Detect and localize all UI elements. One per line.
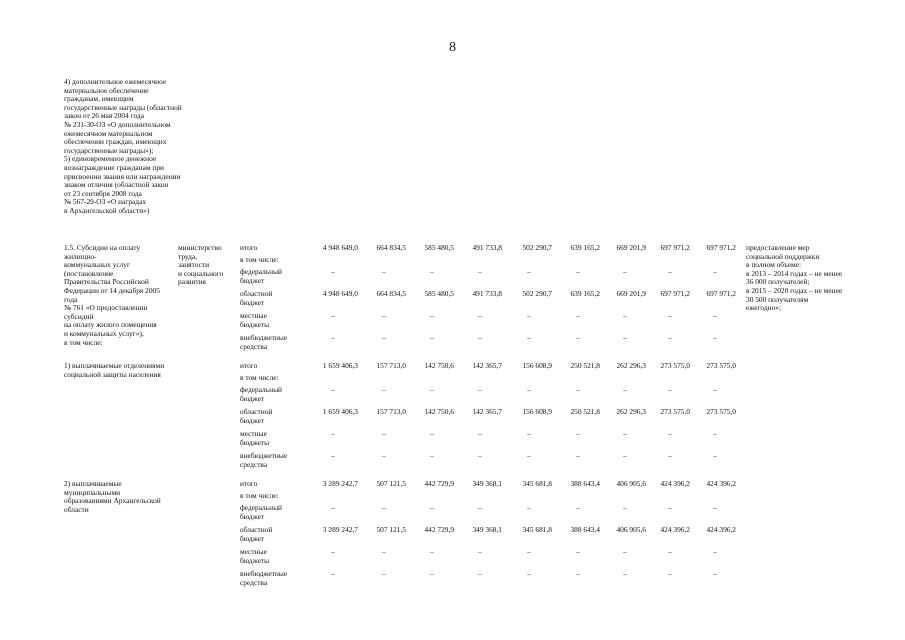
funding-source: итого xyxy=(240,243,258,252)
value-cell: 697 971,2 xyxy=(660,243,690,252)
value-cell: – xyxy=(382,451,386,460)
value-cell: – xyxy=(668,333,672,342)
value-cell: 157 713,0 xyxy=(376,407,406,416)
value-cell: 442 729,9 xyxy=(424,525,454,534)
value-cell: 156 608,9 xyxy=(522,407,552,416)
value-cell: 250 521,8 xyxy=(570,407,600,416)
table-row xyxy=(64,356,864,374)
value-cell: – xyxy=(382,429,386,438)
value-cell: 262 296,3 xyxy=(616,407,646,416)
value-cell: – xyxy=(576,333,580,342)
funding-source: местные бюджеты xyxy=(240,311,270,329)
value-cell: 262 296,3 xyxy=(616,361,646,370)
value-cell: 664 834,5 xyxy=(376,243,406,252)
value-cell: – xyxy=(668,569,672,578)
value-cell: – xyxy=(713,267,717,276)
value-cell: – xyxy=(668,547,672,556)
funding-source: внебюджетные средства xyxy=(240,333,288,351)
program-table xyxy=(64,244,864,592)
value-cell: 406 905,6 xyxy=(616,525,646,534)
value-cell: – xyxy=(527,569,531,578)
table-row xyxy=(64,244,864,256)
value-cell: – xyxy=(623,311,627,320)
value-cell: 1 659 406,3 xyxy=(322,407,358,416)
value-cell: – xyxy=(713,311,717,320)
value-cell: 142 750,6 xyxy=(424,407,454,416)
expected-result xyxy=(738,356,864,474)
value-cell: – xyxy=(478,503,482,512)
measure-name: 1.5. Субсидии на оплату жилищно- коммунальных услуг (постановление Правительства Российской Федерации от 14 декабря 2005 года № 761 «О предоставлении субсидий на оплату жилого помещения и коммунальных услуг»), в том числе: xyxy=(64,243,160,347)
value-cell: – xyxy=(430,547,434,556)
value-cell: 585 480,5 xyxy=(424,243,454,252)
value-cell: – xyxy=(623,429,627,438)
value-cell: – xyxy=(478,451,482,460)
value-cell: 697 971,2 xyxy=(660,289,690,298)
expected-result xyxy=(738,474,864,592)
value-cell: – xyxy=(527,429,531,438)
value-cell: – xyxy=(382,547,386,556)
value-cell: 507 121,5 xyxy=(376,479,406,488)
value-cell: 273 575,0 xyxy=(660,407,690,416)
value-cell: – xyxy=(576,385,580,394)
value-cell: – xyxy=(623,451,627,460)
funding-source: внебюджетные средства xyxy=(240,451,288,469)
value-cell: 388 643,4 xyxy=(570,525,600,534)
funding-source: федеральный бюджет xyxy=(240,385,282,403)
funding-source: в том числе: xyxy=(240,255,279,264)
value-cell: – xyxy=(623,267,627,276)
value-cell: 424 396,2 xyxy=(660,479,690,488)
value-cell: – xyxy=(668,385,672,394)
value-cell: – xyxy=(576,569,580,578)
table-row xyxy=(64,474,864,492)
value-cell: – xyxy=(713,503,717,512)
responsible-executor xyxy=(178,474,240,592)
value-cell: – xyxy=(527,333,531,342)
value-cell: 273 575,0 xyxy=(706,407,736,416)
value-cell: 345 681,8 xyxy=(522,479,552,488)
value-cell: – xyxy=(623,333,627,342)
value-cell: 4 948 649,0 xyxy=(322,289,358,298)
funding-source: федеральный бюджет xyxy=(240,503,282,521)
value-cell: 697 971,2 xyxy=(706,289,736,298)
value-cell: – xyxy=(478,385,482,394)
value-cell: – xyxy=(668,503,672,512)
funding-source: областной бюджет xyxy=(240,289,273,307)
value-cell: 669 201,9 xyxy=(616,243,646,252)
value-cell: – xyxy=(527,385,531,394)
funding-source: внебюджетные средства xyxy=(240,569,288,587)
value-cell: – xyxy=(668,451,672,460)
value-cell: 156 608,9 xyxy=(522,361,552,370)
page-number: 8 xyxy=(449,40,456,55)
value-cell: – xyxy=(382,333,386,342)
value-cell: 502 290,7 xyxy=(522,289,552,298)
value-cell: – xyxy=(478,547,482,556)
expected-result: предоставление мер социальной поддержки в полном объеме: в 2013 – 2014 годах – не менее 36 000 получателей; в 2015 – 2020 годах – не менее 30 500 получателям ежегодно»; xyxy=(746,243,843,313)
value-cell: – xyxy=(668,429,672,438)
value-cell: 142 750,6 xyxy=(424,361,454,370)
value-cell: – xyxy=(623,385,627,394)
value-cell: – xyxy=(430,569,434,578)
value-cell: 4 948 649,0 xyxy=(322,243,358,252)
value-cell: – xyxy=(478,311,482,320)
value-cell: 491 733,8 xyxy=(472,243,502,252)
value-cell: 388 643,4 xyxy=(570,479,600,488)
measure-name: 2) выплачиваемые муниципальными образованиями Архангельской области xyxy=(64,479,161,514)
value-cell: 669 201,9 xyxy=(616,289,646,298)
value-cell: – xyxy=(382,569,386,578)
value-cell: 697 971,2 xyxy=(706,243,736,252)
value-cell: – xyxy=(668,311,672,320)
value-cell: – xyxy=(527,547,531,556)
value-cell: – xyxy=(382,385,386,394)
value-cell: – xyxy=(713,429,717,438)
value-cell: 664 834,5 xyxy=(376,289,406,298)
value-cell: 424 396,2 xyxy=(706,525,736,534)
value-cell: – xyxy=(331,569,335,578)
value-cell: – xyxy=(527,503,531,512)
value-cell: – xyxy=(331,429,335,438)
value-cell: 3 289 242,7 xyxy=(322,479,358,488)
value-cell: – xyxy=(430,503,434,512)
value-cell: – xyxy=(382,311,386,320)
value-cell: – xyxy=(623,569,627,578)
value-cell: 442 729,9 xyxy=(424,479,454,488)
value-cell: – xyxy=(713,569,717,578)
measure-name: 1) выплачиваемые отделениями социальной защиты населения xyxy=(64,361,165,379)
value-cell: 406 905,6 xyxy=(616,479,646,488)
funding-source: в том числе: xyxy=(240,491,279,500)
value-cell: – xyxy=(576,429,580,438)
funding-source: итого xyxy=(240,479,258,488)
value-cell: – xyxy=(331,385,335,394)
funding-source: областной бюджет xyxy=(240,525,273,543)
value-cell: – xyxy=(576,267,580,276)
value-cell: 157 713,0 xyxy=(376,361,406,370)
value-cell: – xyxy=(527,311,531,320)
value-cell: – xyxy=(668,267,672,276)
value-cell: 502 290,7 xyxy=(522,243,552,252)
value-cell: – xyxy=(713,451,717,460)
program-table-body xyxy=(64,244,864,592)
value-cell: – xyxy=(331,503,335,512)
value-cell: 639 165,2 xyxy=(570,243,600,252)
value-cell: 3 289 242,7 xyxy=(322,525,358,534)
value-cell: – xyxy=(576,451,580,460)
value-cell: – xyxy=(713,547,717,556)
value-cell: – xyxy=(430,385,434,394)
value-cell: 491 733,8 xyxy=(472,289,502,298)
value-cell: – xyxy=(527,451,531,460)
value-cell: – xyxy=(478,333,482,342)
responsible-executor xyxy=(178,356,240,474)
value-cell: 273 575,0 xyxy=(706,361,736,370)
value-cell: – xyxy=(430,333,434,342)
funding-source: федеральный бюджет xyxy=(240,267,282,285)
value-cell: 273 575,0 xyxy=(660,361,690,370)
value-cell: 142 365,7 xyxy=(472,361,502,370)
funding-source: местные бюджеты xyxy=(240,547,270,565)
value-cell: – xyxy=(331,333,335,342)
value-cell: – xyxy=(478,267,482,276)
value-cell: 1 659 406,3 xyxy=(322,361,358,370)
intro-text: 4) дополнительное ежемесячное материальное обеспечение гражданам, имеющим государственные награды (областной закон от 26 мая 2004 года № 231-30-ОЗ «О дополнительном ежемесячном материальном обеспечении граждан, имеющих государственные награды»); 5) единовременное денежное вознаграждение гражданам при присвоении звания или награждении знаком отличия (областной закон от 23 сентября 2008 года № 567-29-ОЗ «О наградах в Архангельской области») xyxy=(64,77,182,215)
value-cell: – xyxy=(623,503,627,512)
value-cell: – xyxy=(623,547,627,556)
value-cell: – xyxy=(430,451,434,460)
value-cell: – xyxy=(576,311,580,320)
value-cell: – xyxy=(527,267,531,276)
funding-source: итого xyxy=(240,361,258,370)
value-cell: – xyxy=(382,267,386,276)
value-cell: – xyxy=(576,503,580,512)
value-cell: – xyxy=(713,333,717,342)
responsible-executor: министерство труда, занятости и социального развития xyxy=(178,243,224,287)
value-cell: 142 365,7 xyxy=(472,407,502,416)
value-cell: – xyxy=(430,267,434,276)
value-cell: 424 396,2 xyxy=(706,479,736,488)
value-cell: 349 368,1 xyxy=(472,525,502,534)
value-cell: – xyxy=(382,503,386,512)
value-cell: – xyxy=(713,385,717,394)
value-cell: – xyxy=(331,547,335,556)
value-cell: – xyxy=(478,569,482,578)
value-cell: – xyxy=(430,311,434,320)
value-cell: 349 368,1 xyxy=(472,479,502,488)
value-cell: – xyxy=(478,429,482,438)
value-cell: – xyxy=(331,451,335,460)
value-cell: – xyxy=(576,547,580,556)
value-cell: 639 165,2 xyxy=(570,289,600,298)
value-cell: 507 121,5 xyxy=(376,525,406,534)
funding-source: областной бюджет xyxy=(240,407,273,425)
value-cell: 250 521,8 xyxy=(570,361,600,370)
value-cell: 424 396,2 xyxy=(660,525,690,534)
funding-source: местные бюджеты xyxy=(240,429,270,447)
value-cell: 345 681,8 xyxy=(522,525,552,534)
value-cell: – xyxy=(331,311,335,320)
funding-source: в том числе: xyxy=(240,373,279,382)
value-cell: – xyxy=(331,267,335,276)
value-cell: – xyxy=(430,429,434,438)
value-cell: 585 480,5 xyxy=(424,289,454,298)
